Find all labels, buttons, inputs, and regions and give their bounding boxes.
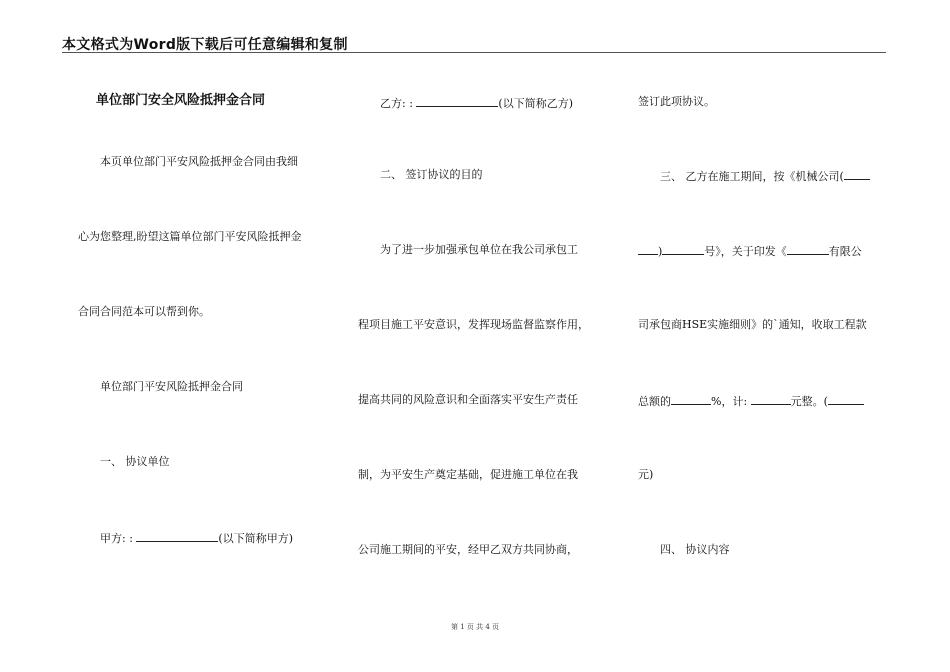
column-1: [78, 0, 338, 672]
purpose-line-5: 公司施工期间的平安，经甲乙双方共同协商，: [358, 543, 578, 556]
party-b-label: 乙方: :: [380, 97, 417, 110]
party-b-blank: [416, 95, 498, 107]
section-3-line-2: [638, 243, 862, 259]
blank-3: [662, 243, 704, 255]
intro-line-1: 本页单位部门平安风险抵押金合同由我细: [100, 155, 298, 168]
sign-line: 签订此项协议。: [638, 95, 715, 108]
section-3-text-1: 三、 乙方在施工期间，按《机械公司(: [660, 170, 844, 183]
party-a-label: 甲方: :: [100, 532, 137, 545]
document-header: 本文格式为Word版下载后可任意编辑和复制: [62, 37, 348, 53]
purpose-line-3: 提高共同的风险意识和全面落实平安生产责任: [358, 393, 578, 406]
contract-title: 单位部门安全风险抵押金合同: [96, 93, 266, 108]
blank-6: [751, 393, 791, 405]
purpose-line-2: 程项目施工平安意识，发挥现场监督监察作用，: [358, 318, 589, 331]
party-b-line: [380, 95, 573, 111]
intro-line-2: 心为您整理,盼望这篇单位部门平安风险抵押金: [78, 230, 302, 243]
section-3-line-5: 元): [638, 468, 654, 481]
section-1-heading: 一、 协议单位: [100, 455, 170, 468]
section-3-text-4: 有限公: [828, 245, 862, 258]
page-footer: 第 1 页 共 4 页: [450, 623, 500, 631]
column-2: [358, 0, 618, 672]
section-2-heading: 二、 签订协议的目的: [380, 168, 483, 181]
blank-7: [828, 393, 864, 405]
section-3-text-6: 总额的: [638, 395, 671, 408]
section-4-heading: 四、 协议内容: [660, 543, 730, 556]
section-3-text-7: %，计:: [711, 395, 751, 408]
party-a-blank: [136, 530, 218, 542]
section-3-line-1: [660, 168, 870, 184]
section-3-text-3: 号》，关于印发《: [704, 245, 787, 258]
blank-5: [671, 393, 711, 405]
purpose-line-4: 制，为平安生产奠定基础，促进施工单位在我: [358, 468, 578, 481]
blank-4: [787, 243, 829, 255]
column-3: [638, 0, 898, 672]
purpose-line-1: 为了进一步加强承包单位在我公司承包工: [380, 243, 578, 256]
section-3-text-2: ): [658, 245, 663, 258]
party-a-line: [100, 530, 293, 546]
section-3-line-3: 司承包商HSE实施细则》的`通知，收取工程款: [638, 318, 867, 331]
party-a-suffix: (以下简称甲方): [218, 532, 293, 545]
intro-line-3: 合同合同范本可以帮到你。: [78, 305, 210, 318]
contract-subtitle: 单位部门平安风险抵押金合同: [100, 380, 243, 393]
blank-2: [638, 243, 658, 255]
party-b-suffix: (以下简称乙方): [498, 97, 573, 110]
blank-1: [844, 168, 870, 180]
section-3-line-4: [638, 393, 864, 409]
section-3-text-8: 元整。(: [790, 395, 828, 408]
